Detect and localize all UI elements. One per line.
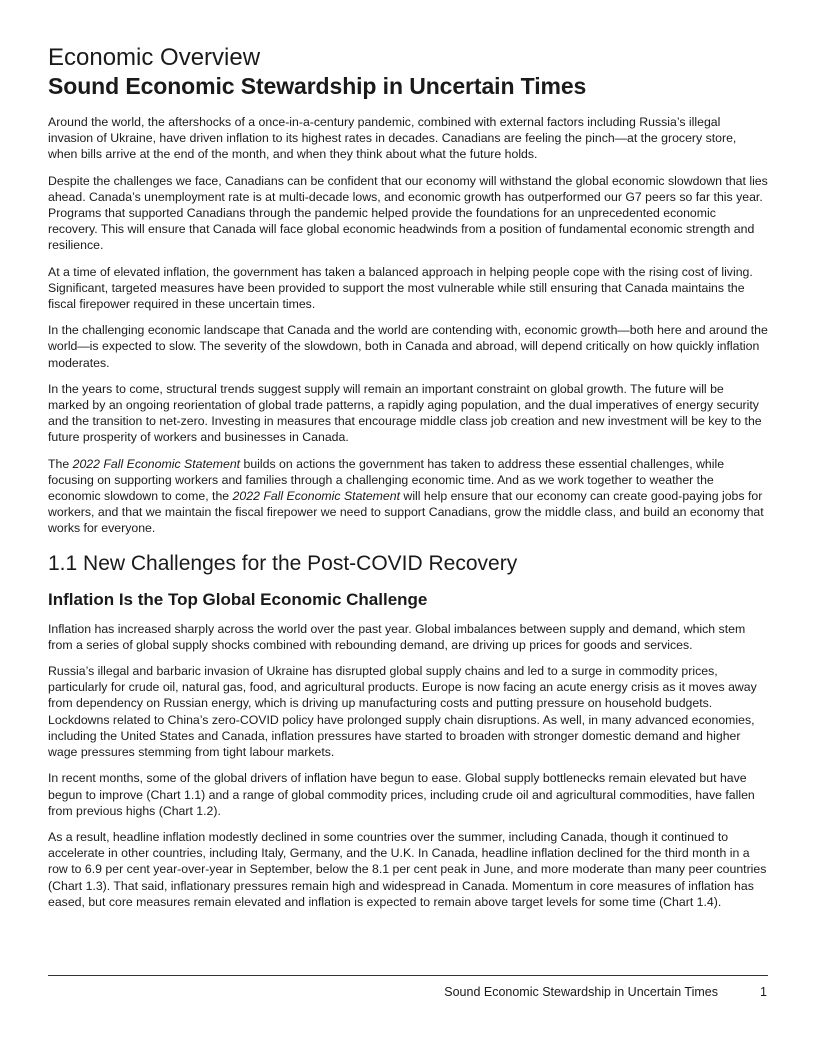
intro-paragraph-4: In the challenging economic landscape that Canada and the world are contending with, economic growth—both here and around the world—is expected to slow. The severity of the slowdown, both in Canada and abroad, will depend critically on how quickly inflation moderates.: [48, 323, 768, 370]
intro-paragraph-3: At a time of elevated inflation, the government has taken a balanced approach in helping people cope with the rising cost of living. Significant, targeted measures have been provided to support the most vulnerable while still ensuring that Canada maintains the fiscal firepower required in these uncertain times.: [48, 264, 753, 312]
intro-paragraph-5: In the years to come, structural trends suggest supply will remain an important constraint on global growth. The future will be marked by an ongoing reorientation of global trade patterns, a rapidly aging population, and the dual imperatives of energy security and the transition to net-zero. Investing in measures that encourage middle class job creation and new investment will be key to the future prosperity of workers and businesses in Canada.: [48, 381, 762, 445]
intro-p6-text-1: The: [48, 456, 73, 471]
intro-p6-text-3: will help ensure that our economy can create good-paying jobs for workers, and that we maintain the fiscal firepower we need to support Canadians, grow the middle class, and build an economy that works for everyone.: [48, 489, 764, 536]
section-paragraph-2: Russia’s illegal and barbaric invasion of Ukraine has disrupted global supply chains and led to a surge in commodity prices, particularly for crude oil, natural gas, food, and agricultural products. Europe is now facing an acute energy crisis as it moves away from dependency on Russian energy, which is driving up manufacturing costs and putting pressure on household budgets. Lockdowns related to China’s zero-COVID policy have prolonged supply chain disruptions. As well, in many advanced economies, including the United States and Canada, inflation pressures have started to broaden with stronger domestic demand and higher wage pressures stemming from tight labour markets.: [48, 664, 757, 760]
section-paragraph-4: As a result, headline inflation modestly declined in some countries over the summer, including Canada, though it continued to accelerate in other countries, including Italy, Germany, and the U.K. In Canada, headline inflation declined for the third month in a row to 6.9 per cent year-over-year in September, below the 8.1 per cent peak in June, and more moderate than many peer countries (Chart 1.3). That said, inflationary pressures remain high and widespread in Canada. Momentum in core measures of inflation has eased, but core measures remain elevated and inflation is expected to remain above target levels for some time (Chart 1.4).: [48, 829, 767, 909]
intro-p6-text-2: builds on actions the government has taken to address these essential challenges, while focusing on supporting workers and families through a challenging economic time. And as we work together to weather the economic slowdown to come, the: [48, 456, 725, 504]
publication-title-2: 2022 Fall Economic Statement: [232, 489, 401, 504]
section-heading: 1.1 New Challenges for the Post-COVID Recovery: [48, 551, 518, 575]
section-paragraph-3: In recent months, some of the global drivers of inflation have begun to ease. Global supply bottlenecks remain elevated but have begun to improve (Chart 1.1) and a range of global commodity prices, including crude oil and agricultural commodities, have fallen from previous highs (Chart 1.2).: [48, 771, 755, 818]
footer-running-title: Sound Economic Stewardship in Uncertain Times: [444, 985, 718, 999]
footer-page-number: 1: [760, 985, 767, 999]
chapter-label: Economic Overview: [48, 44, 261, 71]
document-page: [48, 44, 768, 920]
chapter-title: Sound Economic Stewardship in Uncertain Times: [48, 73, 587, 99]
footer-divider: [48, 975, 768, 976]
section-paragraph-1: Inflation has increased sharply across the world over the past year. Global imbalances between supply and demand, which stem from a series of global supply shocks combined with rebounding demand, are driving up prices for goods and services.: [48, 621, 746, 652]
intro-paragraph-1: Around the world, the aftershocks of a once-in-a-century pandemic, combined with external factors including Russia’s illegal invasion of Ukraine, have driven inflation to its highest rates in decades. Canadians are feeling the pinch—at the grocery store, when bills arrive at the end of the month, and when they think about what the future holds.: [48, 115, 737, 162]
section-subheading: Inflation Is the Top Global Economic Challenge: [48, 589, 428, 609]
publication-title-1: 2022 Fall Economic Statement: [72, 456, 241, 471]
intro-paragraph-6: [48, 456, 768, 537]
intro-paragraph-2: Despite the challenges we face, Canadians can be confident that our economy will withstand the global economic slowdown that lies ahead. Canada’s unemployment rate is at multi-decade lows, and economic growth has outperformed our G7 peers so far this year. Programs that supported Canadians through the pandemic helped provide the foundations for an unprecedented economic recovery. This will ensure that Canada will face global economic headwinds from a position of fundamental economic strength and resilience.: [48, 173, 768, 253]
